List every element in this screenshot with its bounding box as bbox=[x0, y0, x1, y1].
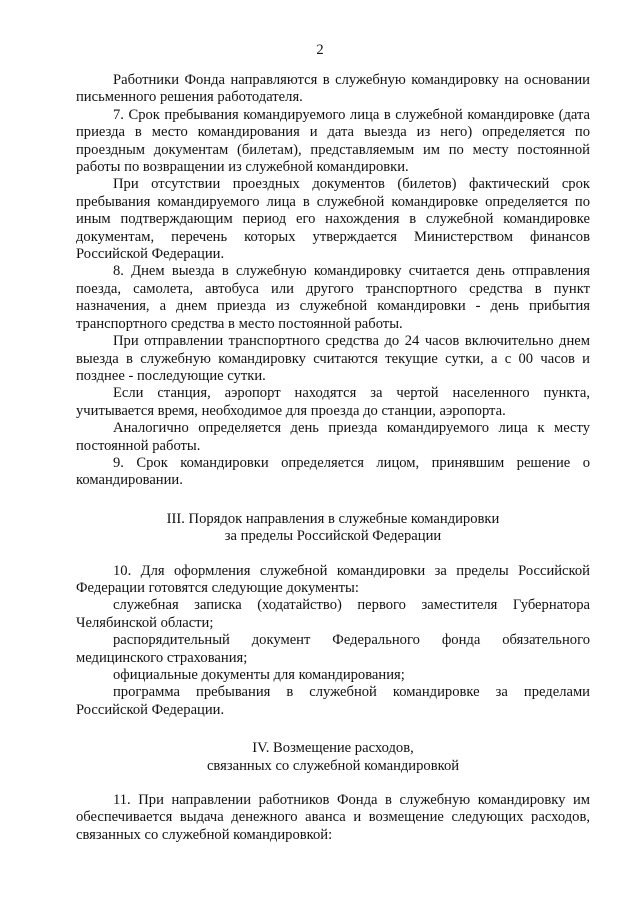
page-number: 2 bbox=[316, 42, 324, 58]
section-heading-line: связанных со служебной командировкой bbox=[206, 757, 460, 774]
paragraph: Аналогично определяется день приезда командируемого лица к месту постоянной работы. bbox=[76, 420, 590, 454]
list-item: программа пребывания в служебной командировке за пределами Российской Федерации. bbox=[76, 684, 590, 718]
paragraph: 7. Срок пребывания командируемого лица в служебной командировке (дата приезда в место командирования и дата выезда из него) определяется по проездным документам (билетам), представляемым им по месту постоянной работы по возвращении из служебной командировки. bbox=[76, 106, 590, 176]
paragraph: Работники Фонда направляются в служебную командировку на основании письменного решения работодателя. bbox=[76, 72, 590, 106]
section-heading-line: IV. Возмещение расходов, bbox=[252, 740, 414, 757]
paragraph: 11. При направлении работников Фонда в служебную командировку им обеспечивается выдача денежного аванса и возмещение следующих расходов, связанных со служебной командировкой: bbox=[76, 792, 590, 843]
paragraph: При отсутствии проездных документов (билетов) фактический срок пребывания командируемого лица в служебной командировке определяется по иным подтверждающим период его нахождения в служебной командировке документам, перечень которых утверждается Министерством финансов Российской Федерации. bbox=[76, 176, 590, 263]
list-item: официальные документы для командирования; bbox=[113, 667, 405, 683]
section-heading-3 bbox=[76, 511, 590, 546]
document-body bbox=[76, 72, 590, 844]
paragraph: Если станция, аэропорт находятся за чертой населенного пункта, учитывается время, необходимое для проезда до станции, аэропорта. bbox=[76, 385, 590, 419]
list-item: служебная записка (ходатайство) первого заместителя Губернатора Челябинской области; bbox=[76, 597, 590, 631]
section-heading-line: III. Порядок направления в служебные командировки bbox=[166, 510, 500, 527]
section-heading-line: за пределы Российской Федерации bbox=[224, 528, 442, 545]
paragraph: 10. Для оформления служебной командировки за пределы Российской Федерации готовятся следующие документы: bbox=[76, 562, 590, 596]
paragraph: 9. Срок командировки определяется лицом, принявшим решение о командировании. bbox=[76, 454, 590, 489]
list-item: распорядительный документ Федерального фонда обязательного медицинского страхования; bbox=[76, 632, 590, 666]
section-heading-4 bbox=[76, 740, 590, 775]
paragraph: При отправлении транспортного средства до 24 часов включительно днем выезда в служебную командировку считаются текущие сутки, а с 00 часов и позднее - последующие сутки. bbox=[76, 333, 590, 384]
paragraph: 8. Днем выезда в служебную командировку считается день отправления поезда, самолета, автобуса или другого транспортного средства в пункт назначения, а днем приезда из служебной командировки - день прибытия транспортного средства в место постоянной работы. bbox=[76, 263, 590, 332]
